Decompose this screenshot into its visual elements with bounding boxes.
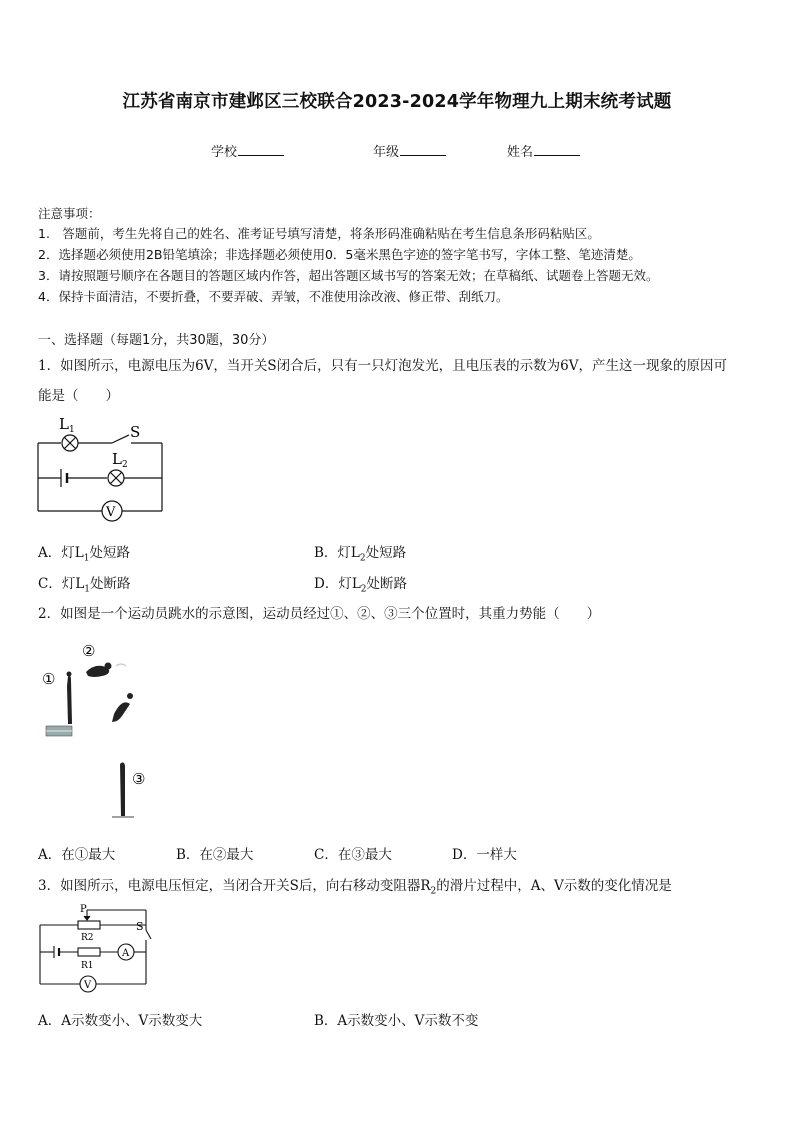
- exam-title: 江苏省南京市建邺区三校联合2023-2024学年物理九上期末统考试题: [122, 92, 672, 112]
- name-field: [507, 141, 580, 160]
- name-blank[interactable]: [534, 143, 580, 156]
- q3-option-b[interactable]: B．A示数变小、V示数不变: [314, 1013, 479, 1029]
- q1-l1-label: $L_1$: [59, 415, 75, 435]
- q3-ammeter-label: A: [122, 948, 130, 959]
- name-label: 姓名: [507, 145, 534, 160]
- school-label: 学校: [211, 145, 238, 160]
- q2-position-1-label: ①: [42, 670, 56, 688]
- q1-option-b[interactable]: B．灯$L_2$处短路: [314, 545, 407, 564]
- grade-field: [373, 141, 446, 160]
- note-item: 2．选择题必须使用2B铅笔填涂；非选择题必须使用0．5毫米黑色字迹的签字笔书写，字体工整、笔迹清楚。: [38, 247, 641, 262]
- q2-diving-diagram: [38, 636, 168, 826]
- school-field: [211, 141, 284, 160]
- note-item: 1. 答题前，考生先将自己的姓名、准考证号填写清楚，将条形码准确粘贴在考生信息条形码粘贴区。: [38, 226, 600, 241]
- q3-slider-label: P: [80, 904, 87, 915]
- school-blank[interactable]: [238, 143, 284, 156]
- q2-option-d[interactable]: D．一样大: [452, 847, 517, 863]
- note-item: 3．请按照题号顺序在各题目的答题区域内作答，超出答题区域书写的答案无效；在草稿纸、试题卷上答题无效。: [38, 268, 659, 283]
- section-heading: 一、选择题（每题1分，共30题，30分）: [38, 333, 275, 348]
- q1-text-line2: 能是（ ）: [38, 388, 119, 404]
- notes-heading: 注意事项：: [38, 206, 101, 221]
- q2-text: 2．如图是一个运动员跳水的示意图，运动员经过①、②、③三个位置时，其重力势能（ ）: [38, 606, 601, 622]
- q1-option-d[interactable]: D．灯$L_2$处断路: [314, 576, 408, 595]
- q3-circuit-diagram: [34, 902, 162, 998]
- q3-text: 3．如图所示，电源电压恒定，当闭合开关S后，向右移动变阻器$R_2$的滑片过程中，A、V示数的变化情况是: [38, 878, 672, 897]
- q2-position-3-label: ③: [132, 770, 146, 788]
- q1-l2-label: $L_2$: [112, 450, 128, 470]
- q3-option-a[interactable]: A．A示数变小、V示数变大: [38, 1013, 203, 1029]
- note-item: 4．保持卡面清洁，不要折叠，不要弄破、弄皱，不准使用涂改液、修正带、刮纸刀。: [38, 289, 509, 304]
- q3-switch-label: S: [136, 920, 144, 933]
- q2-position-2-label: ②: [82, 642, 96, 660]
- q1-s-label: S: [130, 423, 141, 441]
- q1-circuit-diagram: [34, 413, 169, 525]
- q1-option-c[interactable]: C．灯$L_1$处断路: [38, 576, 131, 595]
- q3-r1-label: R1: [81, 961, 94, 971]
- q1-voltmeter-label: V: [106, 505, 116, 520]
- grade-blank[interactable]: [400, 143, 446, 156]
- q1-option-a[interactable]: A．灯$L_1$处短路: [38, 545, 130, 564]
- q2-option-c[interactable]: C．在③最大: [314, 847, 392, 863]
- q1-text-line1: 1．如图所示，电源电压为6V，当开关S闭合后，只有一只灯泡发光，且电压表的示数为6V，产生这一现象的原因可: [38, 358, 728, 374]
- q2-option-b[interactable]: B．在②最大: [176, 847, 254, 863]
- grade-label: 年级: [373, 145, 400, 160]
- q2-option-a[interactable]: A．在①最大: [38, 847, 116, 863]
- q3-voltmeter-label: V: [84, 980, 92, 991]
- q3-r2-label: R2: [81, 933, 94, 943]
